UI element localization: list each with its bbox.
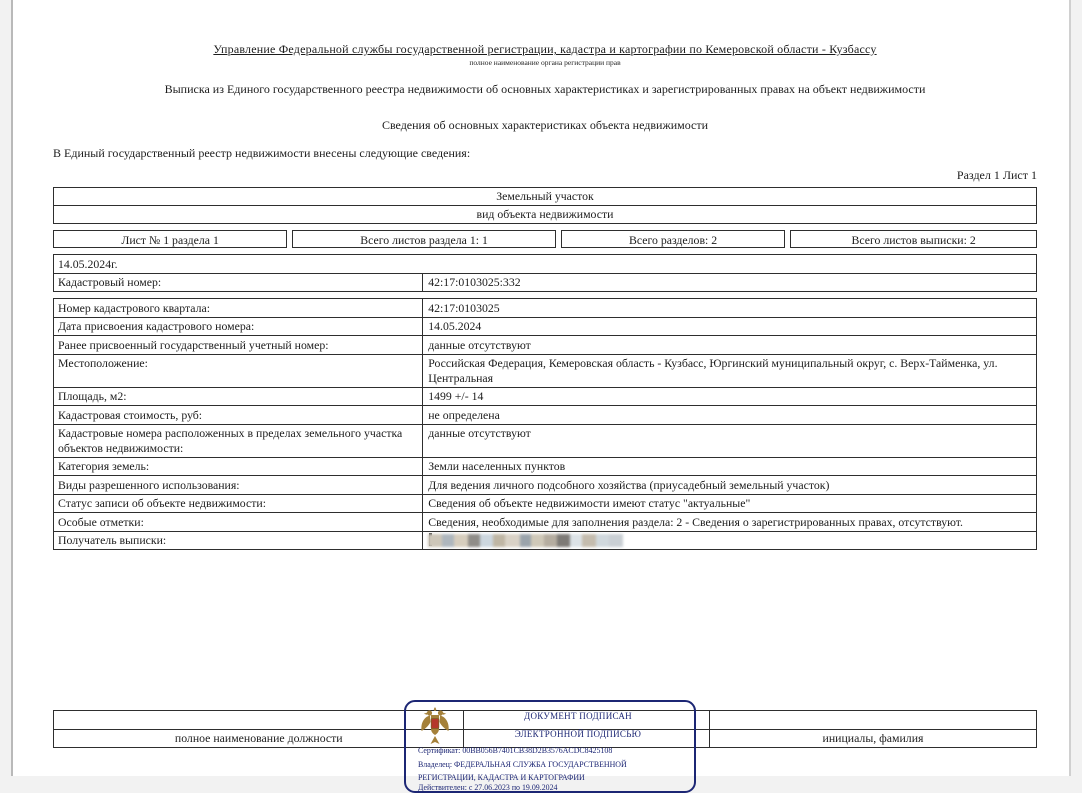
extract-date: 14.05.2024г. [58,256,118,271]
row-value: Для ведения личного подсобного хозяйства (приусадебный земельный участок) [428,477,830,492]
details-table [53,298,1037,550]
row-value: Сведения об объекте недвижимости имеют статус "актуальные" [428,496,751,510]
authority-title: Управление Федеральной службы государственной регистрации, кадастра и картографии по Кемеровской области - Кузбассу [213,42,877,56]
row-label: Номер кадастрового квартала: [54,299,423,317]
row-value: 42:17:0103025:332 [428,275,521,289]
object-type-value: Земельный участок [496,189,594,203]
sheet-info-cell: Всего листов раздела 1: 1 [292,230,556,248]
table-row [54,494,1036,513]
row-value: 42:17:0103025 [428,300,500,315]
stamp-line2: ЭЛЕКТРОННОЙ ПОДПИСЬЮ [514,729,642,739]
row-label: Категория земель: [54,458,423,476]
table-row [54,475,1036,494]
document-title: Выписка из Единого государственного реестра недвижимости об основных характеристиках и зарегистрированных правах на объект недвижимости [164,82,926,96]
row-label: Статус записи об объекте недвижимости: [54,495,423,513]
table-row [54,405,1036,424]
row-label: Виды разрешенного использования: [54,476,423,494]
table-row [54,387,1036,406]
intro-text: В Единый государственный реестр недвижимости внесены следующие сведения: [53,146,471,160]
row-label: Ранее присвоенный государственный учетный номер: [54,336,423,354]
recipient-redacted-value [423,532,1036,550]
position-caption: полное наименование должности [54,730,464,747]
stamp-certificate: Сертификат: 00BB056B7401CB38D2B3576ACDC8425108 [418,746,613,755]
object-type-table [53,187,1037,224]
row-label: Местоположение: [54,355,423,387]
stamp-validity: Действителен: с 27.06.2023 по 19.09.2024 [418,783,558,792]
row-value: Российская Федерация, Кемеровская область - Кузбасс, Юргинский муниципальный округ, с. Верх-Тайменка, ул. Центральная [428,356,998,385]
row-value: данные отсутствуют [428,337,531,352]
object-type-caption: вид объекта недвижимости [54,205,1036,223]
sheet-info-row [53,230,1037,248]
sheet-info-cell: Всего разделов: 2 [561,230,785,248]
name-caption: инициалы, фамилия [822,731,924,745]
sheet-info-cell: Всего листов выписки: 2 [790,230,1037,248]
table-row [54,273,1036,292]
redaction-pixel-strip [428,534,623,547]
table-row [54,335,1036,354]
section-title: Сведения об основных характеристиках объекта недвижимости [381,118,709,132]
table-row [54,457,1036,476]
document-page [11,0,1071,792]
row-value: Сведения, необходимые для заполнения раздела: 2 - Сведения о зарегистрированных правах, отсутствуют. [428,514,964,529]
row-value: данные отсутствуют [428,426,531,440]
section-sheet-ref: Раздел 1 Лист 1 [956,168,1037,182]
table-row [54,424,1036,457]
row-label: Кадастровые номера расположенных в пределах земельного участка объектов недвижимости: [54,425,423,457]
stamp-owner-line1: Владелец: ФЕДЕРАЛЬНАЯ СЛУЖБА ГОСУДАРСТВЕННОЙ [418,760,627,769]
table-row [54,354,1036,387]
row-value: Земли населенных пунктов [428,459,566,473]
row-value: 1499 +/- 14 [428,389,484,403]
table-row [54,531,1036,550]
digital-signature-stamp [404,700,696,793]
row-label: Кадастровый номер: [54,274,423,292]
stamp-owner-line2: РЕГИСТРАЦИИ, КАДАСТРА И КАРТОГРАФИИ [418,773,585,782]
table-row [54,317,1036,336]
sheet-info-cell: Лист № 1 раздела 1 [53,230,287,248]
row-label: Особые отметки: [54,513,423,531]
rosreestr-emblem-icon [417,705,453,752]
row-label: Дата присвоения кадастрового номера: [54,318,423,336]
row-label: Площадь, м2: [54,388,423,406]
row-value: 14.05.2024 [428,319,482,333]
authority-caption: полное наименование органа регистрации прав [469,58,621,67]
table-row [54,299,1036,317]
signature-block [53,710,1037,792]
stamp-line1: ДОКУМЕНТ ПОДПИСАН [524,711,632,721]
row-value: не определена [428,407,500,422]
table-row [54,512,1036,531]
row-label: Кадастровая стоимость, руб: [54,406,423,424]
date-cadastral-table [53,254,1037,292]
row-label: Получатель выписки: [54,532,423,550]
